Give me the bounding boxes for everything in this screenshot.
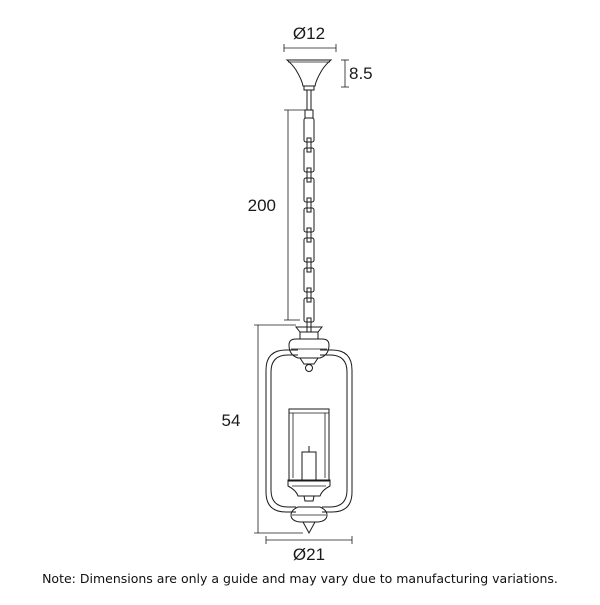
chain-length-label: 200 — [247, 196, 276, 215]
chain-link — [307, 318, 311, 332]
candle-holder — [302, 452, 316, 480]
canopy-nipple — [304, 86, 314, 90]
frame-right-inner — [320, 355, 347, 507]
chain-link — [307, 228, 311, 242]
body-diameter-label: Ø21 — [292, 545, 326, 564]
chain-link — [307, 258, 311, 272]
suspension — [304, 90, 314, 332]
chain-link — [307, 288, 311, 302]
body-height-label: 54 — [221, 411, 241, 430]
chain-link — [307, 138, 311, 152]
body-diameter-dimension — [266, 536, 352, 564]
canopy-height-label: 8.5 — [349, 64, 373, 83]
frame-left-inner — [271, 355, 298, 507]
chain-length-dimension — [248, 110, 305, 320]
base-cup — [288, 480, 330, 496]
chain-top-link — [305, 110, 313, 118]
lantern-body — [266, 327, 352, 533]
canopy — [287, 60, 331, 90]
canopy-diameter-dimension — [284, 24, 336, 52]
top-finial — [306, 365, 313, 372]
top-connector — [296, 327, 322, 332]
chain-link — [307, 198, 311, 212]
canopy-bell — [287, 60, 331, 86]
canopy-diameter-label: Ø12 — [292, 24, 326, 43]
body-height-dimension — [222, 325, 303, 533]
chain-link — [307, 168, 311, 182]
bottom-finial — [291, 507, 327, 522]
glass-shade — [289, 409, 329, 481]
disclaimer-note: Note: Dimensions are only a guide and may vary due to manufacturing variations. — [42, 571, 558, 586]
chain — [304, 118, 314, 332]
canopy-height-dimension — [341, 60, 373, 87]
